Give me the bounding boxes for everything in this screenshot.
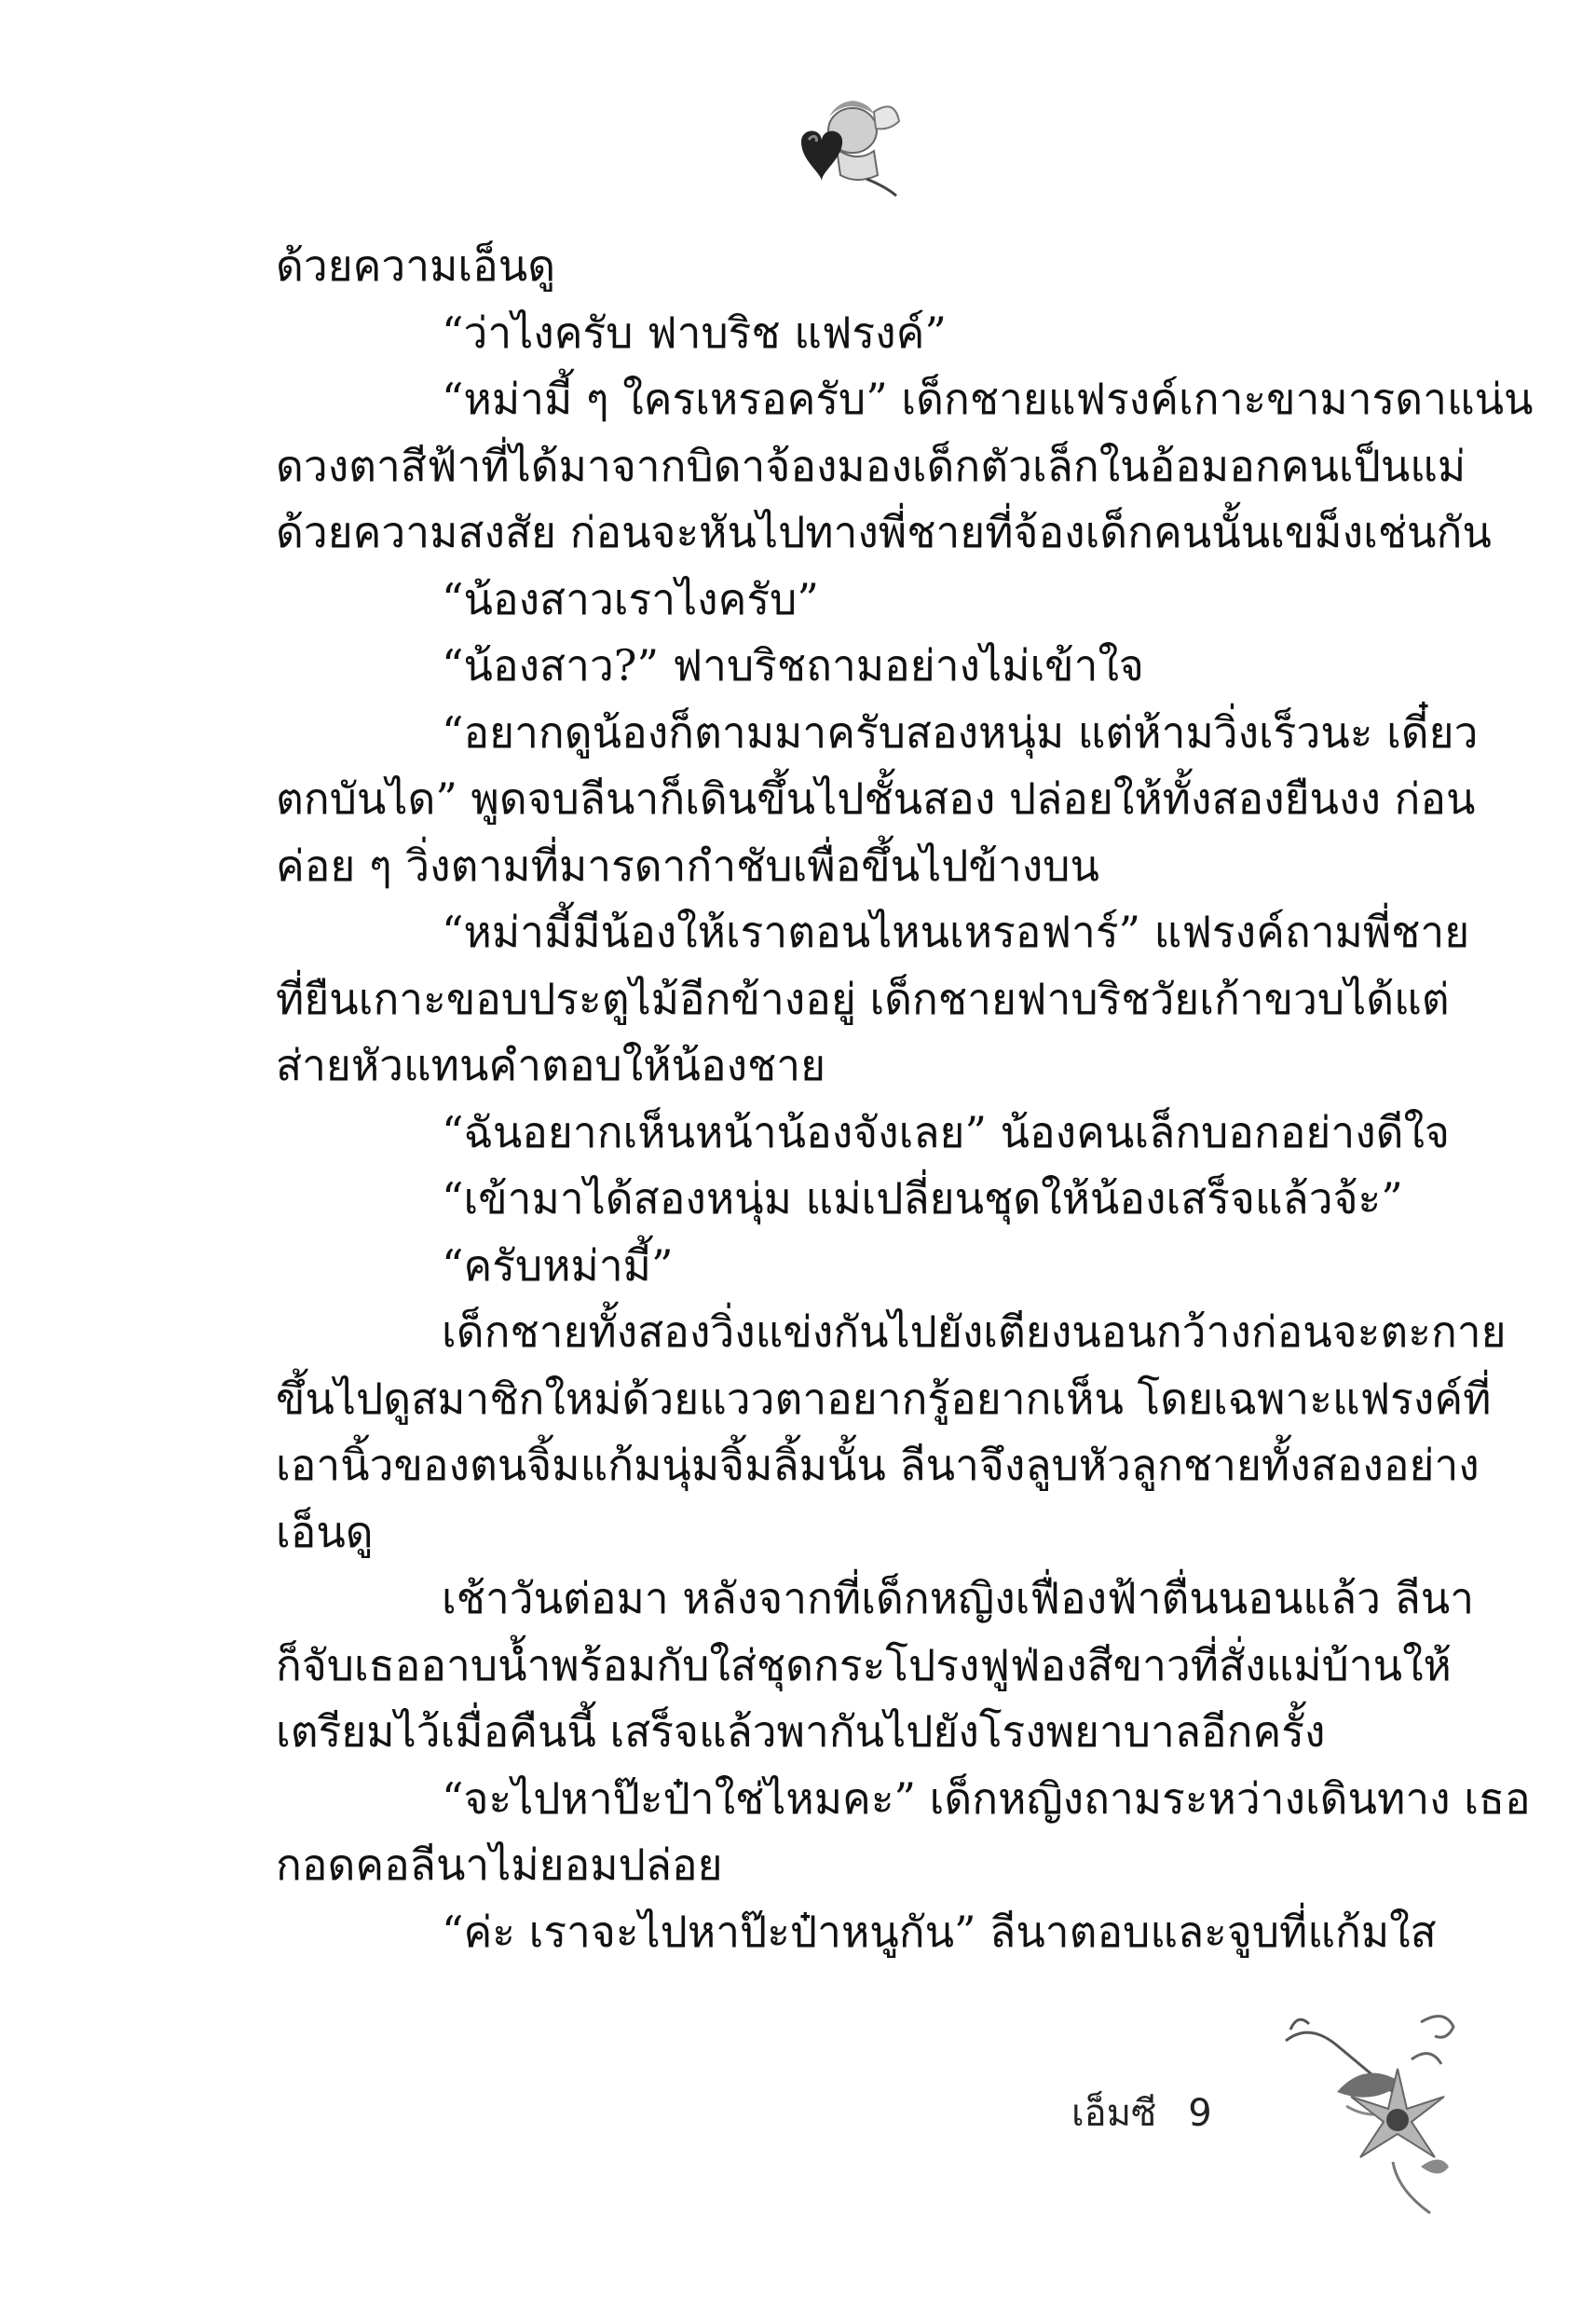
text-line: ส่ายหัวแทนคำตอบให้น้องชาย <box>276 1040 826 1090</box>
text-line: “ฉันอยากเห็นหน้าน้องจังเลย” น้องคนเล็กบอกอย่างดีใจ <box>442 1106 1450 1157</box>
text-line: ที่ยืนเกาะขอบประตูไม้อีกข้างอยู่ เด็กชายฟาบริชวัยเก้าขวบได้แต่ <box>276 973 1450 1024</box>
text-line: ตกบันได” พูดจบลีนาก็เดินขึ้นไปชั้นสอง ปล่อยให้ทั้งสองยืนงง ก่อน <box>276 773 1476 824</box>
text-line: เอ็นดู <box>276 1506 374 1557</box>
text-line: ก็จับเธออาบน้ำพร้อมกับใส่ชุดกระโปรงฟูฟ่องสีขาวที่สั่งแม่บ้านให้ <box>276 1639 1452 1690</box>
text-line: “ว่าไงครับ ฟาบริช แฟรงค์” <box>442 307 947 358</box>
text-line: ดวงตาสีฟ้าที่ได้มาจากบิดาจ้องมองเด็กตัวเล็กในอ้อมอกคนเป็นแม่ <box>276 440 1466 491</box>
text-line: “อยากดูน้องก็ตามมาครับสองหนุ่ม แต่ห้ามวิ่งเร็วนะ เดี๋ยว <box>442 706 1479 758</box>
text-line: “หม่ามี้ ๆ ใครเหรอครับ” เด็กชายแฟรงค์เกาะขามารดาแน่น <box>442 374 1534 424</box>
body-text <box>276 233 1534 1965</box>
page-number: 9 <box>1188 2092 1212 2135</box>
text-line: ขึ้นไปดูสมาชิกใหม่ด้วยแววตาอยากรู้อยากเห็น โดยเฉพาะแฟรงค์ที่ <box>276 1373 1492 1424</box>
text-line: ด้วยความสงสัย ก่อนจะหันไปทางพี่ชายที่จ้องเด็กคนนั้นเขม็งเช่นกัน <box>276 507 1492 557</box>
text-line: “ค่ะ เราจะไปหาป๊ะป๋าหนูกัน” ลีนาตอบและจูบที่แก้มใส <box>442 1906 1437 1957</box>
cupid-with-heart-icon <box>764 75 904 205</box>
text-line: เตรียมไว้เมื่อคืนนี้ เสร็จแล้วพากันไปยังโรงพยาบาลอีกครั้ง <box>276 1706 1326 1757</box>
text-line: เช้าวันต่อมา หลังจากที่เด็กหญิงเฟื่องฟ้าตื่นนอนแล้ว ลีนา <box>442 1573 1475 1623</box>
page-footer <box>1071 2083 1212 2142</box>
text-line: กอดคอลีนาไม่ยอมปล่อย <box>276 1839 723 1890</box>
text-line: เอานิ้วของตนจิ้มแก้มนุ่มจิ้มลิ้มนั้น ลีนาจึงลูบหัวลูกชายทั้งสองอย่าง <box>276 1440 1480 1490</box>
footer-author: เอ็มซี <box>1071 2092 1157 2135</box>
text-line: “หม่ามี้มีน้องให้เราตอนไหนเหรอฟาร์” แฟรงค์ถามพี่ชาย <box>442 907 1470 957</box>
text-line: “น้องสาว?” ฟาบริชถามอย่างไม่เข้าใจ <box>442 640 1144 691</box>
text-line: “จะไปหาป๊ะป๋าใช่ไหมคะ” เด็กหญิงถามระหว่างเดินทาง เธอ <box>442 1772 1531 1824</box>
text-line: ค่อย ๆ วิ่งตามที่มารดากำชับเพื่อขึ้นไปข้างบน <box>276 840 1099 891</box>
text-line: เด็กชายทั้งสองวิ่งแข่งกันไปยังเตียงนอนกว้างก่อนจะตะกาย <box>442 1306 1507 1357</box>
text-line: “ครับหม่ามี้” <box>442 1239 674 1291</box>
text-line: ด้วยความเอ็นดู <box>276 240 556 291</box>
flower-vine-icon <box>1281 2003 1477 2218</box>
text-line: “น้องสาวเราไงครับ” <box>442 573 819 624</box>
text-line: “เข้ามาได้สองหนุ่ม แม่เปลี่ยนชุดให้น้องเสร็จแล้วจ้ะ” <box>442 1173 1403 1224</box>
